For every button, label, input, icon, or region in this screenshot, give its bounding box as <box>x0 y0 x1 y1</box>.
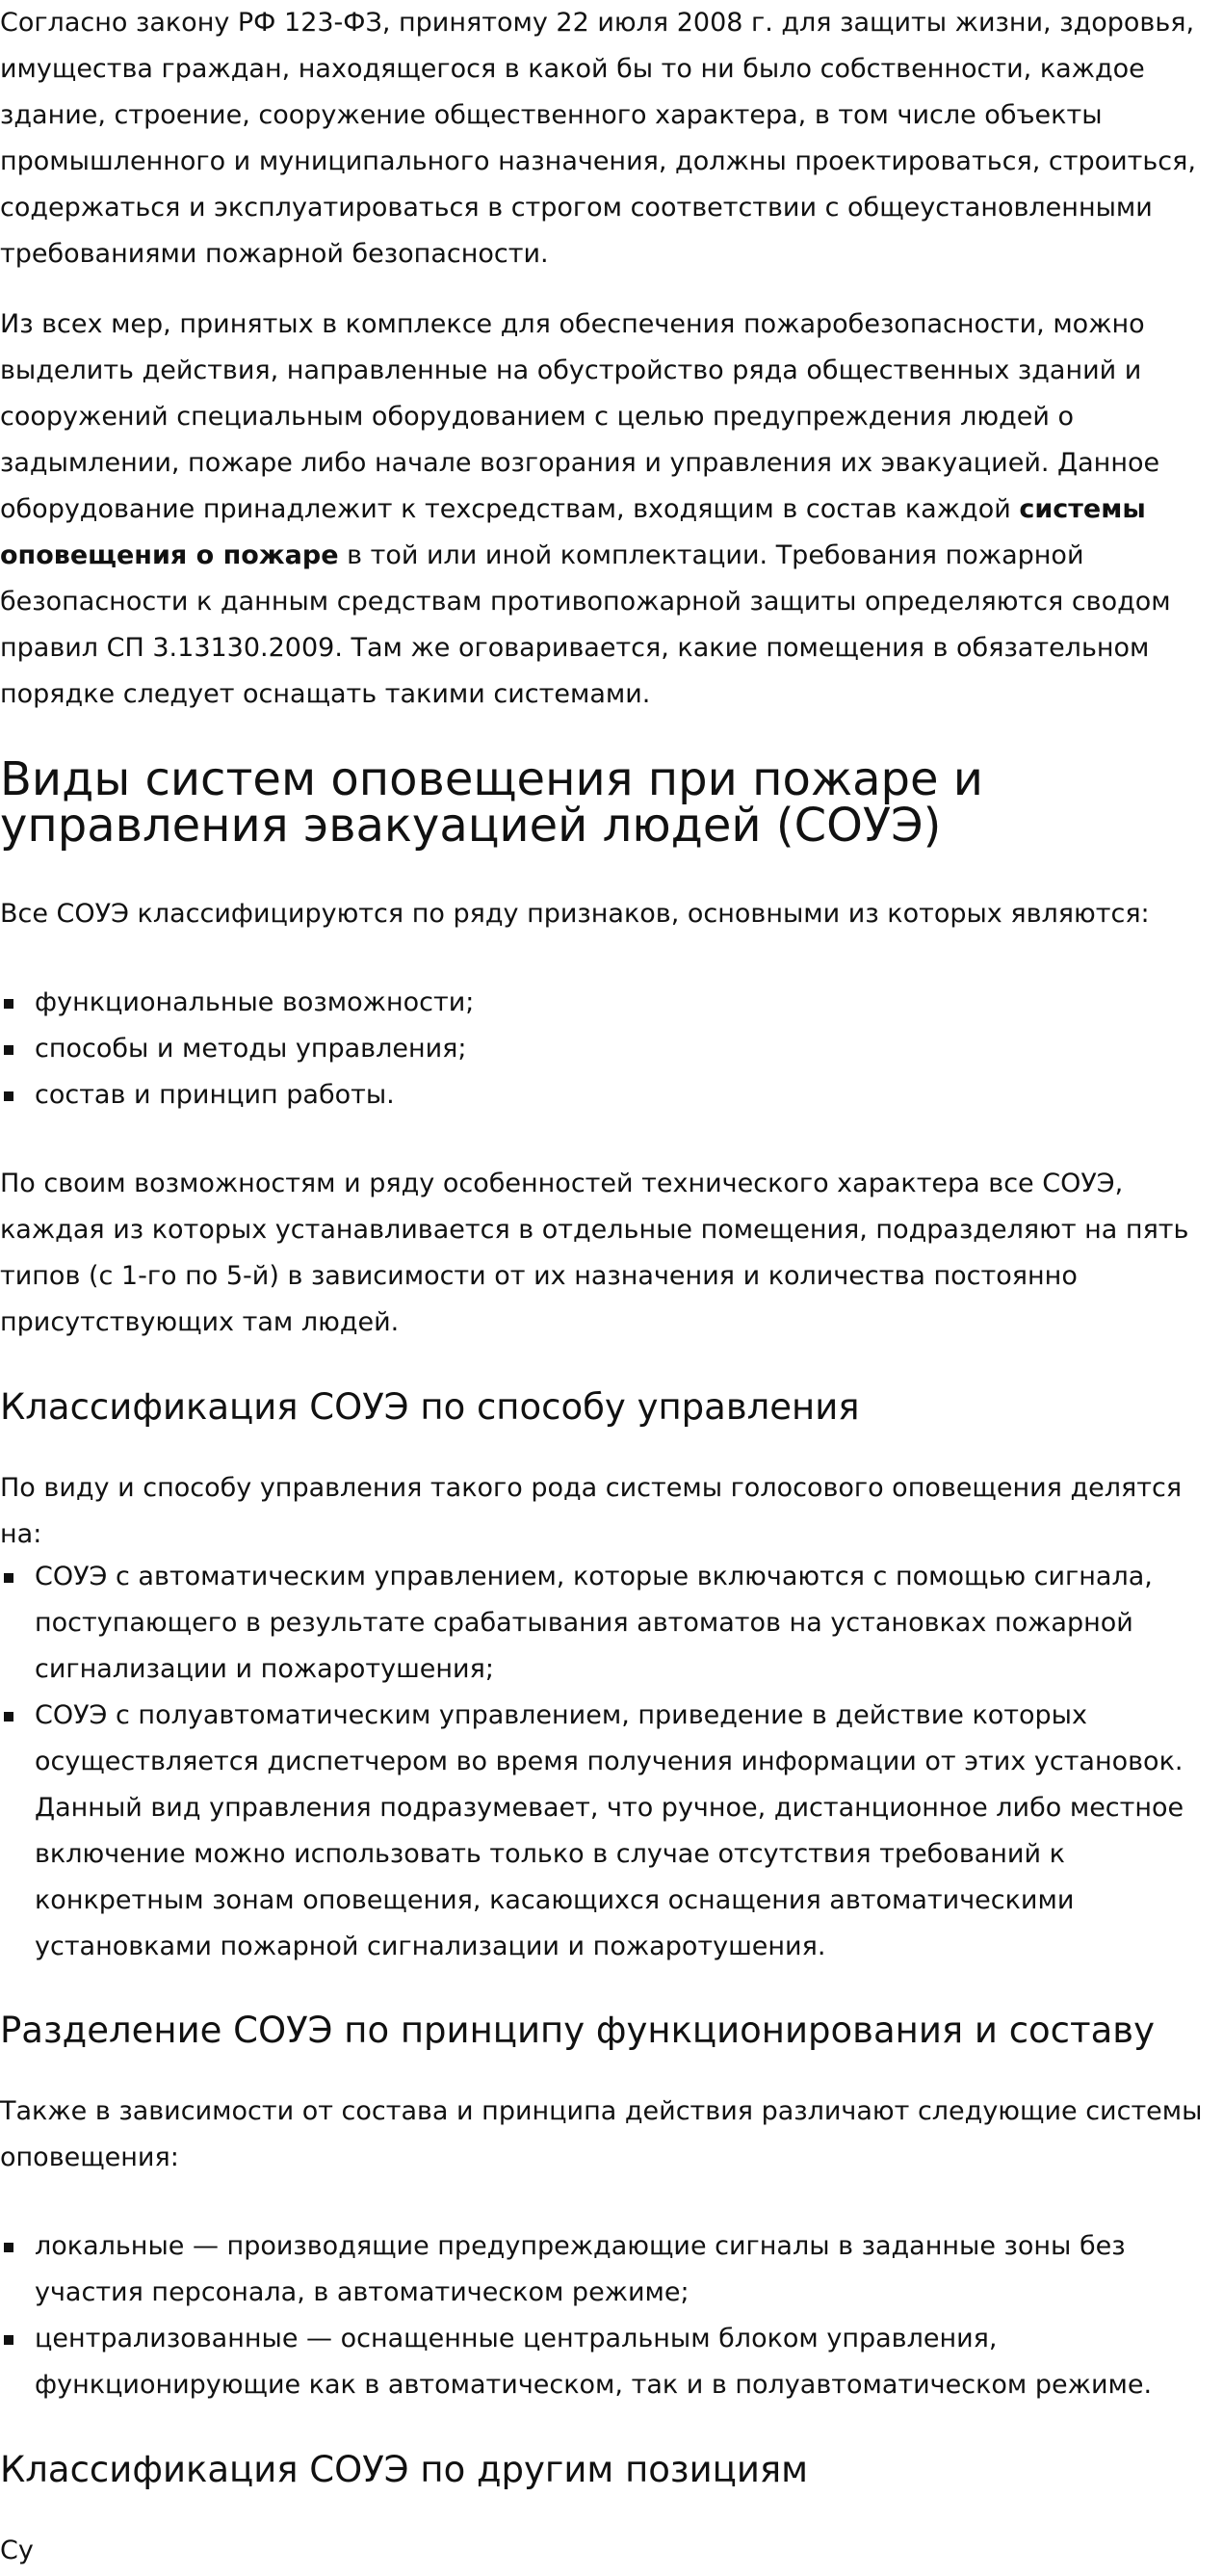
heading-types: Виды систем оповещения при пожаре и управления эвакуацией людей (СОУЭ) <box>0 752 983 853</box>
square-bullet-icon <box>4 1573 13 1583</box>
list-item-text: локальные — производящие предупреждающие сигналы в заданные зоны без участия персонала, в автоматическом режиме; <box>35 2231 1126 2307</box>
types-paragraph: По своим возможностям и ряду особенностей технического характера все СОУЭ, каждая из которых устанавливается в отдельные помещения, подразделяют на пять типов (с 1-го по 5-й) в зависимости от их назначения и количества постоянно присутствующих там людей. <box>0 1169 1189 1337</box>
list-item <box>0 2223 1221 2316</box>
list-item-text: состав и принцип работы. <box>35 1080 395 1110</box>
list-item <box>0 1693 1221 1970</box>
intro-text-after: в той или иной комплектации. Требования пожарной безопасности к данным средствам противопожарной защиты определяются сводом правил СП 3.13130.2009. Там же оговаривается, какие помещения в обязательном порядке следует оснащать такими системами. <box>0 540 1171 709</box>
types-lead-text: Все СОУЭ классифицируются по ряду признаков, основными из которых являются: <box>0 899 1150 929</box>
list-item-text: способы и методы управления; <box>35 1034 467 1064</box>
truncated-paragraph: Су <box>0 2536 34 2565</box>
square-bullet-icon <box>4 1091 13 1101</box>
list-item <box>0 980 1221 1026</box>
list-item <box>0 1072 1221 1118</box>
alarm-system-link-text: системы оповещения о пожаре <box>0 494 1146 570</box>
intro-paragraph-2 <box>0 302 1221 718</box>
types-list <box>0 980 1221 1118</box>
list-item-text: СОУЭ с автоматическим управлением, которые включаются с помощью сигнала, поступающего в результате срабатывания автоматов на установках пожарной сигнализации и пожаротушения; <box>35 1562 1153 1684</box>
square-bullet-icon <box>4 1712 13 1722</box>
heading-control: Классификация СОУЭ по способу управления <box>0 1386 860 1428</box>
intro-paragraph-1: Согласно закону РФ 123-ФЗ, принятому 22 июля 2008 г. для защиты жизни, здоровья, имущества граждан, находящегося в какой бы то ни было собственности, каждое здание, строение, сооружение общественного характера, в том числе объекты промышленного и муниципального назначения, должны проектироваться, строиться, содержаться и эксплуатироваться в строгом соответствии с общеустановленными требованиями пожарной безопасности. <box>0 8 1196 269</box>
list-item-text: функциональные возможности; <box>35 987 475 1017</box>
function-list <box>0 2223 1221 2408</box>
list-item <box>0 1026 1221 1072</box>
heading-other: Классификация СОУЭ по другим позициям <box>0 2449 809 2490</box>
square-bullet-icon <box>4 2335 13 2345</box>
square-bullet-icon <box>4 999 13 1009</box>
list-item <box>0 2316 1221 2408</box>
list-item-text: централизованные — оснащенные центральным блоком управления, функционирующие как в автоматическом, так и в полуавтоматическом режиме. <box>35 2324 1153 2400</box>
square-bullet-icon <box>4 1045 13 1055</box>
function-lead-text: Также в зависимости от состава и принципа действия различают следующие системы оповещения: <box>0 2096 1203 2172</box>
heading-function: Разделение СОУЭ по принципу функционирования и составу <box>0 2010 1155 2051</box>
intro-text-before: Из всех мер, принятых в комплексе для обеспечения пожаробезопасности, можно выделить действия, направленные на обустройство ряда общественных зданий и сооружений специальным оборудованием с целью предупреждения людей о задымлении, пожаре либо начале возгорания и управления их эвакуацией. Данное оборудование принадлежит к техсредствам, входящим в состав каждой <box>0 309 1160 524</box>
square-bullet-icon <box>4 2243 13 2252</box>
list-item-text: СОУЭ с полуавтоматическим управлением, приведение в действие которых осуществляется диспетчером во время получения информации от этих установок. Данный вид управления подразумевает, что ручное, дистанционное либо местное включение можно использовать только в случае отсутствия требований к конкретным зонам оповещения, касающихся оснащения автоматическими установками пожарной сигнализации и пожаротушения. <box>35 1700 1184 1961</box>
control-lead-text: По виду и способу управления такого рода системы голосового оповещения делятся на: <box>0 1473 1183 1549</box>
list-item <box>0 1554 1221 1693</box>
control-list <box>0 1554 1221 1970</box>
